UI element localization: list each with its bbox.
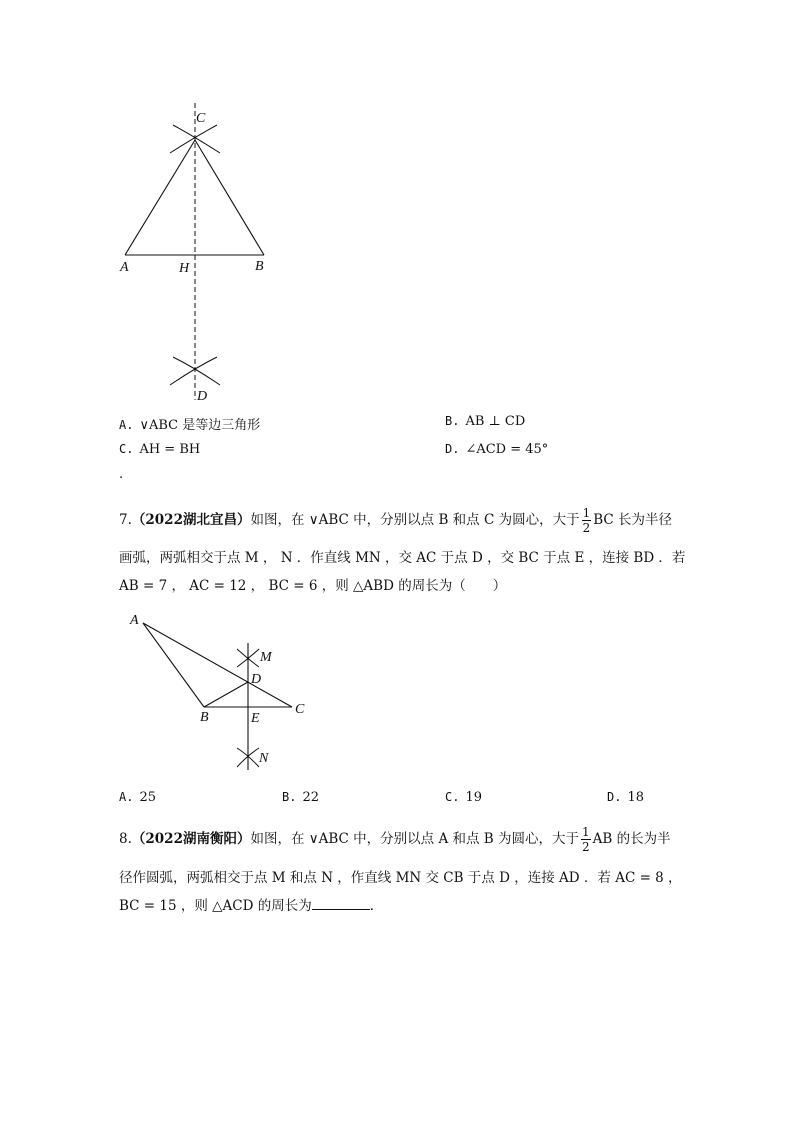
q8-source: （2022湖南衡阳） — [131, 831, 251, 847]
option-key: B. — [445, 414, 460, 428]
figure-1-triangle-abc — [100, 95, 300, 410]
option-key: D. — [607, 790, 622, 804]
q6-option-d[interactable] — [445, 442, 548, 457]
q7-option-c[interactable] — [445, 790, 482, 805]
q7-option-b[interactable] — [282, 790, 319, 805]
q8-text-c: BC = 15 ，则 △ACD 的周长为 — [119, 898, 312, 914]
q8-period: ． — [369, 898, 384, 914]
q6-option-c[interactable] — [119, 442, 200, 457]
option-text: AB ⊥ CD — [465, 414, 526, 429]
option-key: C. — [119, 442, 134, 456]
option-text: 19 — [465, 790, 482, 805]
q7-option-a[interactable] — [119, 790, 156, 805]
q7-text-b: BC 长为半径 — [593, 512, 673, 528]
q7-source: （2022湖北宜昌） — [131, 512, 251, 528]
option-key: A. — [119, 418, 134, 432]
q7-text-a: 如图，在 ∨ABC 中，分别以点 B 和点 C 为圆心，大于 — [250, 512, 580, 528]
option-text: ∠ACD = 45° — [465, 442, 549, 457]
q8-fraction — [581, 825, 591, 854]
label-n: N — [259, 751, 269, 766]
arc-c-left — [173, 125, 220, 153]
side-ab-2 — [143, 623, 204, 707]
figure-2-triangle-abc — [120, 605, 320, 780]
frac-num: 1 — [582, 506, 591, 520]
side-ac — [125, 140, 195, 255]
arc-d-right — [173, 357, 220, 385]
option-key: B. — [282, 790, 297, 804]
label-b-2: B — [200, 710, 209, 725]
label-m: M — [260, 650, 272, 665]
q8-number: 8. — [119, 831, 132, 847]
label-h: H — [179, 261, 190, 276]
option-text: AH = BH — [139, 442, 201, 457]
option-key: A. — [119, 790, 134, 804]
q7-line-2: 画弧，两弧相交于点 M ， N ．作直线 MN ，交 AC 于点 D ，交 BC 于点 E ，连接 BD ．若 — [119, 550, 686, 566]
side-ac-2 — [143, 623, 292, 707]
q6-option-a[interactable] — [119, 414, 260, 433]
segment-bd — [204, 682, 248, 707]
option-key: C. — [445, 790, 460, 804]
label-b: B — [255, 259, 264, 274]
label-c-2: C — [295, 702, 305, 717]
option-text: 22 — [302, 790, 319, 805]
q7-option-d[interactable] — [607, 790, 644, 805]
frac-num: 1 — [582, 825, 590, 839]
label-e: E — [251, 711, 260, 726]
label-c: C — [196, 111, 206, 126]
label-a-2: A — [130, 613, 139, 628]
q8-line-1 — [119, 825, 671, 854]
q8-text-b: AB 的长为半 — [592, 831, 671, 847]
frac-den: 2 — [582, 521, 591, 535]
q8-line-3 — [119, 894, 383, 914]
label-a: A — [120, 260, 129, 275]
label-d-2: D — [251, 672, 262, 687]
answer-blank[interactable] — [312, 897, 370, 910]
q6-option-b[interactable] — [445, 414, 525, 429]
arc-d-left — [170, 357, 217, 385]
q7-line-1 — [119, 506, 672, 535]
option-text: 18 — [627, 790, 644, 805]
q7-fraction — [582, 506, 592, 535]
option-text: ∨ABC 是等边三角形 — [139, 418, 261, 433]
frac-den: 2 — [582, 840, 590, 854]
side-bc — [195, 140, 264, 255]
label-d: D — [197, 389, 208, 404]
q7-line-3: AB = 7 ， AC = 12 ， BC = 6 ，则 △ABD 的周长为（ ） — [119, 578, 507, 594]
q7-number: 7. — [119, 512, 132, 528]
q8-line-2: 径作圆弧，两弧相交于点 M 和点 N ，作直线 MN 交 CB 于点 D ，连接 AD ．若 AC = 8 ， — [119, 870, 682, 886]
option-text: 25 — [139, 790, 156, 805]
q6-trailing-dot: . — [119, 467, 124, 482]
arc-c-right — [170, 125, 217, 153]
q8-text-a: 如图，在 ∨ABC 中，分别以点 A 和点 B 为圆心，大于 — [250, 831, 580, 847]
option-key: D. — [445, 442, 460, 456]
